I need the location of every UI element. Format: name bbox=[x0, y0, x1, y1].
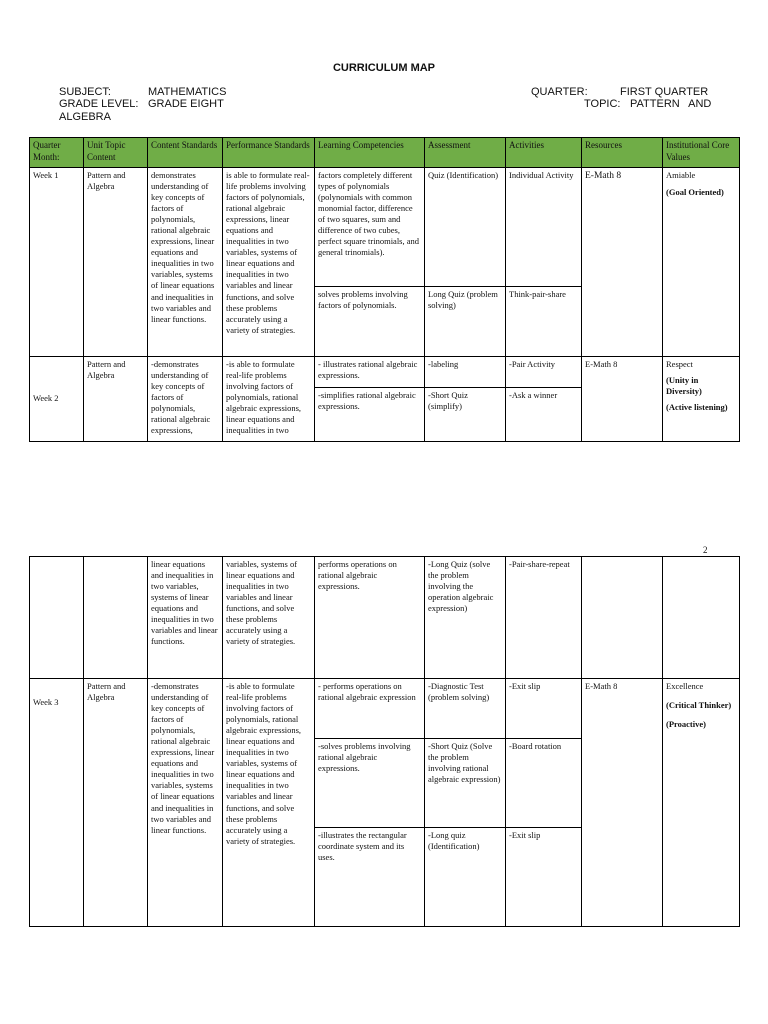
week2-activity-1: -Pair Activity bbox=[506, 357, 582, 388]
week3-competency-2: -solves problems involving rational algebraic expressions. bbox=[315, 739, 425, 828]
week3-value-sub1: (Critical Thinker) bbox=[666, 700, 732, 711]
week3-unit: Pattern and Algebra bbox=[84, 679, 148, 927]
week3-activity-3: -Exit slip bbox=[506, 828, 582, 927]
week3-month bbox=[30, 679, 84, 927]
quarter-value: FIRST QUARTER bbox=[620, 86, 709, 98]
week1-month: Week 1 bbox=[30, 168, 84, 357]
week2-performance-standard: -is able to formulate real-life problems involving factors of polynomials, rational algebraic expressions, linear equations and inequalities in two bbox=[223, 357, 315, 442]
cont-resource bbox=[582, 557, 663, 679]
week2-value-sub1: (Unity in Diversity) bbox=[666, 375, 702, 397]
week1-competency-1: factors completely different types of polynomials (polynomials with common monomial factor, difference of two squares, sum and difference of two cubes, perfect square trinomials, and general trinomials). bbox=[315, 168, 425, 287]
week3-competency-3: -illustrates the rectangular coordinate system and its uses. bbox=[315, 828, 425, 927]
week1-activity-2: Think-pair-share bbox=[506, 287, 582, 357]
week2-content-standard: -demonstrates understanding of key concepts of factors of polynomials, rational algebraic expressions, bbox=[148, 357, 223, 442]
week3-month-label: Week 3 bbox=[33, 697, 59, 707]
cont-competency: performs operations on rational algebraic expressions. bbox=[315, 557, 425, 679]
col-header-quarter-month: Quarter Month: bbox=[30, 138, 84, 168]
document-title: CURRICULUM MAP bbox=[332, 62, 436, 74]
page-number: 2 bbox=[703, 545, 708, 555]
week1-assessment-1: Quiz (Identification) bbox=[425, 168, 506, 287]
curriculum-table-page-1 bbox=[29, 137, 740, 442]
week3-assessment-1: -Diagnostic Test (problem solving) bbox=[425, 679, 506, 739]
week1-core-values bbox=[663, 168, 740, 357]
week2-assessment-1: -labeling bbox=[425, 357, 506, 388]
week1-competency-2: solves problems involving factors of polynomials. bbox=[315, 287, 425, 357]
week3-content-standard: -demonstrates understanding of key concepts of factors of polynomials, rational algebraic expressions, linear equations and inequalities in two variables, systems of linear equations and inequalities in two variables and linear functions. bbox=[148, 679, 223, 927]
quarter-label: QUARTER: bbox=[531, 86, 588, 98]
col-header-resources: Resources bbox=[582, 138, 663, 168]
col-header-content-standards: Content Standards bbox=[148, 138, 223, 168]
week1-value-sub: (Goal Oriented) bbox=[666, 187, 724, 198]
cont-activity: -Pair-share-repeat bbox=[506, 557, 582, 679]
week3-assessment-3: -Long quiz (Identification) bbox=[425, 828, 506, 927]
week3-competency-1: - performs operations on rational algebraic expression bbox=[315, 679, 425, 739]
cont-content-standard: linear equations and inequalities in two variables, systems of linear equations and inequalities in two variables and linear functions. bbox=[148, 557, 223, 679]
grade-level-continued: ALGEBRA bbox=[59, 111, 111, 123]
week2-competency-2: -simplifies rational algebraic expressions. bbox=[315, 388, 425, 442]
week2-unit: Pattern and Algebra bbox=[84, 357, 148, 442]
week2-assessment-2: -Short Quiz (simplify) bbox=[425, 388, 506, 442]
week2-month: Week 2 bbox=[30, 357, 84, 442]
week3-performance-standard: -is able to formulate real-life problems involving factors of polynomials, rational algebraic expressions, linear equations and inequalities in two variables, systems of linear equations and inequalities in two variables and linear functions, and solve these problems accurately using a variety of strategies. bbox=[223, 679, 315, 927]
week1-activity-1: Individual Activity bbox=[506, 168, 582, 287]
topic-value: PATTERN AND bbox=[630, 98, 712, 110]
week1-value: Amiable bbox=[666, 170, 696, 180]
week3-value-sub2: (Proactive) bbox=[666, 719, 706, 730]
week2-resource: E-Math 8 bbox=[582, 357, 663, 442]
week2-value: Respect bbox=[666, 359, 693, 369]
table-row-week2-a bbox=[30, 357, 740, 388]
header-row bbox=[30, 138, 740, 168]
week1-content-standard: demonstrates understanding of key concepts of factors of polynomials, rational algebraic expressions, linear equations and inequalities in two variables, systems of linear equations and inequalities in two variables and linear functions. bbox=[148, 168, 223, 357]
table-row-week1-a bbox=[30, 168, 740, 287]
col-header-unit-topic: Unit Topic Content bbox=[84, 138, 148, 168]
col-header-performance-standards: Performance Standards bbox=[223, 138, 315, 168]
week1-performance-standard: is able to formulate real-life problems involving factors of polynomials, rational algebraic expressions, linear equations and inequalities in two variables, systems of linear equations and inequalities in two variables and linear functions, and solve these problems accurately using a variety of strategies. bbox=[223, 168, 315, 357]
week2-core-values bbox=[663, 357, 740, 442]
curriculum-table-page-2 bbox=[29, 556, 740, 927]
week2-value-sub2: (Active listening) bbox=[666, 402, 728, 413]
cont-core-values bbox=[663, 557, 740, 679]
week1-assessment-2: Long Quiz (problem solving) bbox=[425, 287, 506, 357]
subject-value: MATHEMATICS bbox=[148, 86, 227, 98]
grade-level-value: GRADE EIGHT bbox=[148, 98, 224, 110]
week3-activity-2: -Board rotation bbox=[506, 739, 582, 828]
week2-activity-2: -Ask a winner bbox=[506, 388, 582, 442]
week3-assessment-2: -Short Quiz (Solve the problem involving rational algebraic expression) bbox=[425, 739, 506, 828]
cont-month bbox=[30, 557, 84, 679]
week1-resource: E-Math 8 bbox=[582, 168, 663, 357]
week3-resource: E-Math 8 bbox=[582, 679, 663, 927]
col-header-activities: Activities bbox=[506, 138, 582, 168]
grade-level-label: GRADE LEVEL: bbox=[59, 98, 139, 110]
table-row-week3-a bbox=[30, 679, 740, 739]
cont-unit bbox=[84, 557, 148, 679]
week1-unit: Pattern and Algebra bbox=[84, 168, 148, 357]
col-header-learning-competencies: Learning Competencies bbox=[315, 138, 425, 168]
week3-value: Excellence bbox=[666, 681, 704, 691]
cont-assessment: -Long Quiz (solve the problem involving the operation algebraic expression) bbox=[425, 557, 506, 679]
topic-label: TOPIC: bbox=[584, 98, 621, 110]
cont-performance-standard: variables, systems of linear equations and inequalities in two variables and linear functions, and solve these problems accurately using a variety of strategies. bbox=[223, 557, 315, 679]
col-header-assessment: Assessment bbox=[425, 138, 506, 168]
subject-label: SUBJECT: bbox=[59, 86, 111, 98]
week3-core-values bbox=[663, 679, 740, 927]
table-row-continued bbox=[30, 557, 740, 679]
week2-competency-1: - illustrates rational algebraic expressions. bbox=[315, 357, 425, 388]
col-header-core-values: Institutional Core Values bbox=[663, 138, 740, 168]
week3-activity-1: -Exit slip bbox=[506, 679, 582, 739]
